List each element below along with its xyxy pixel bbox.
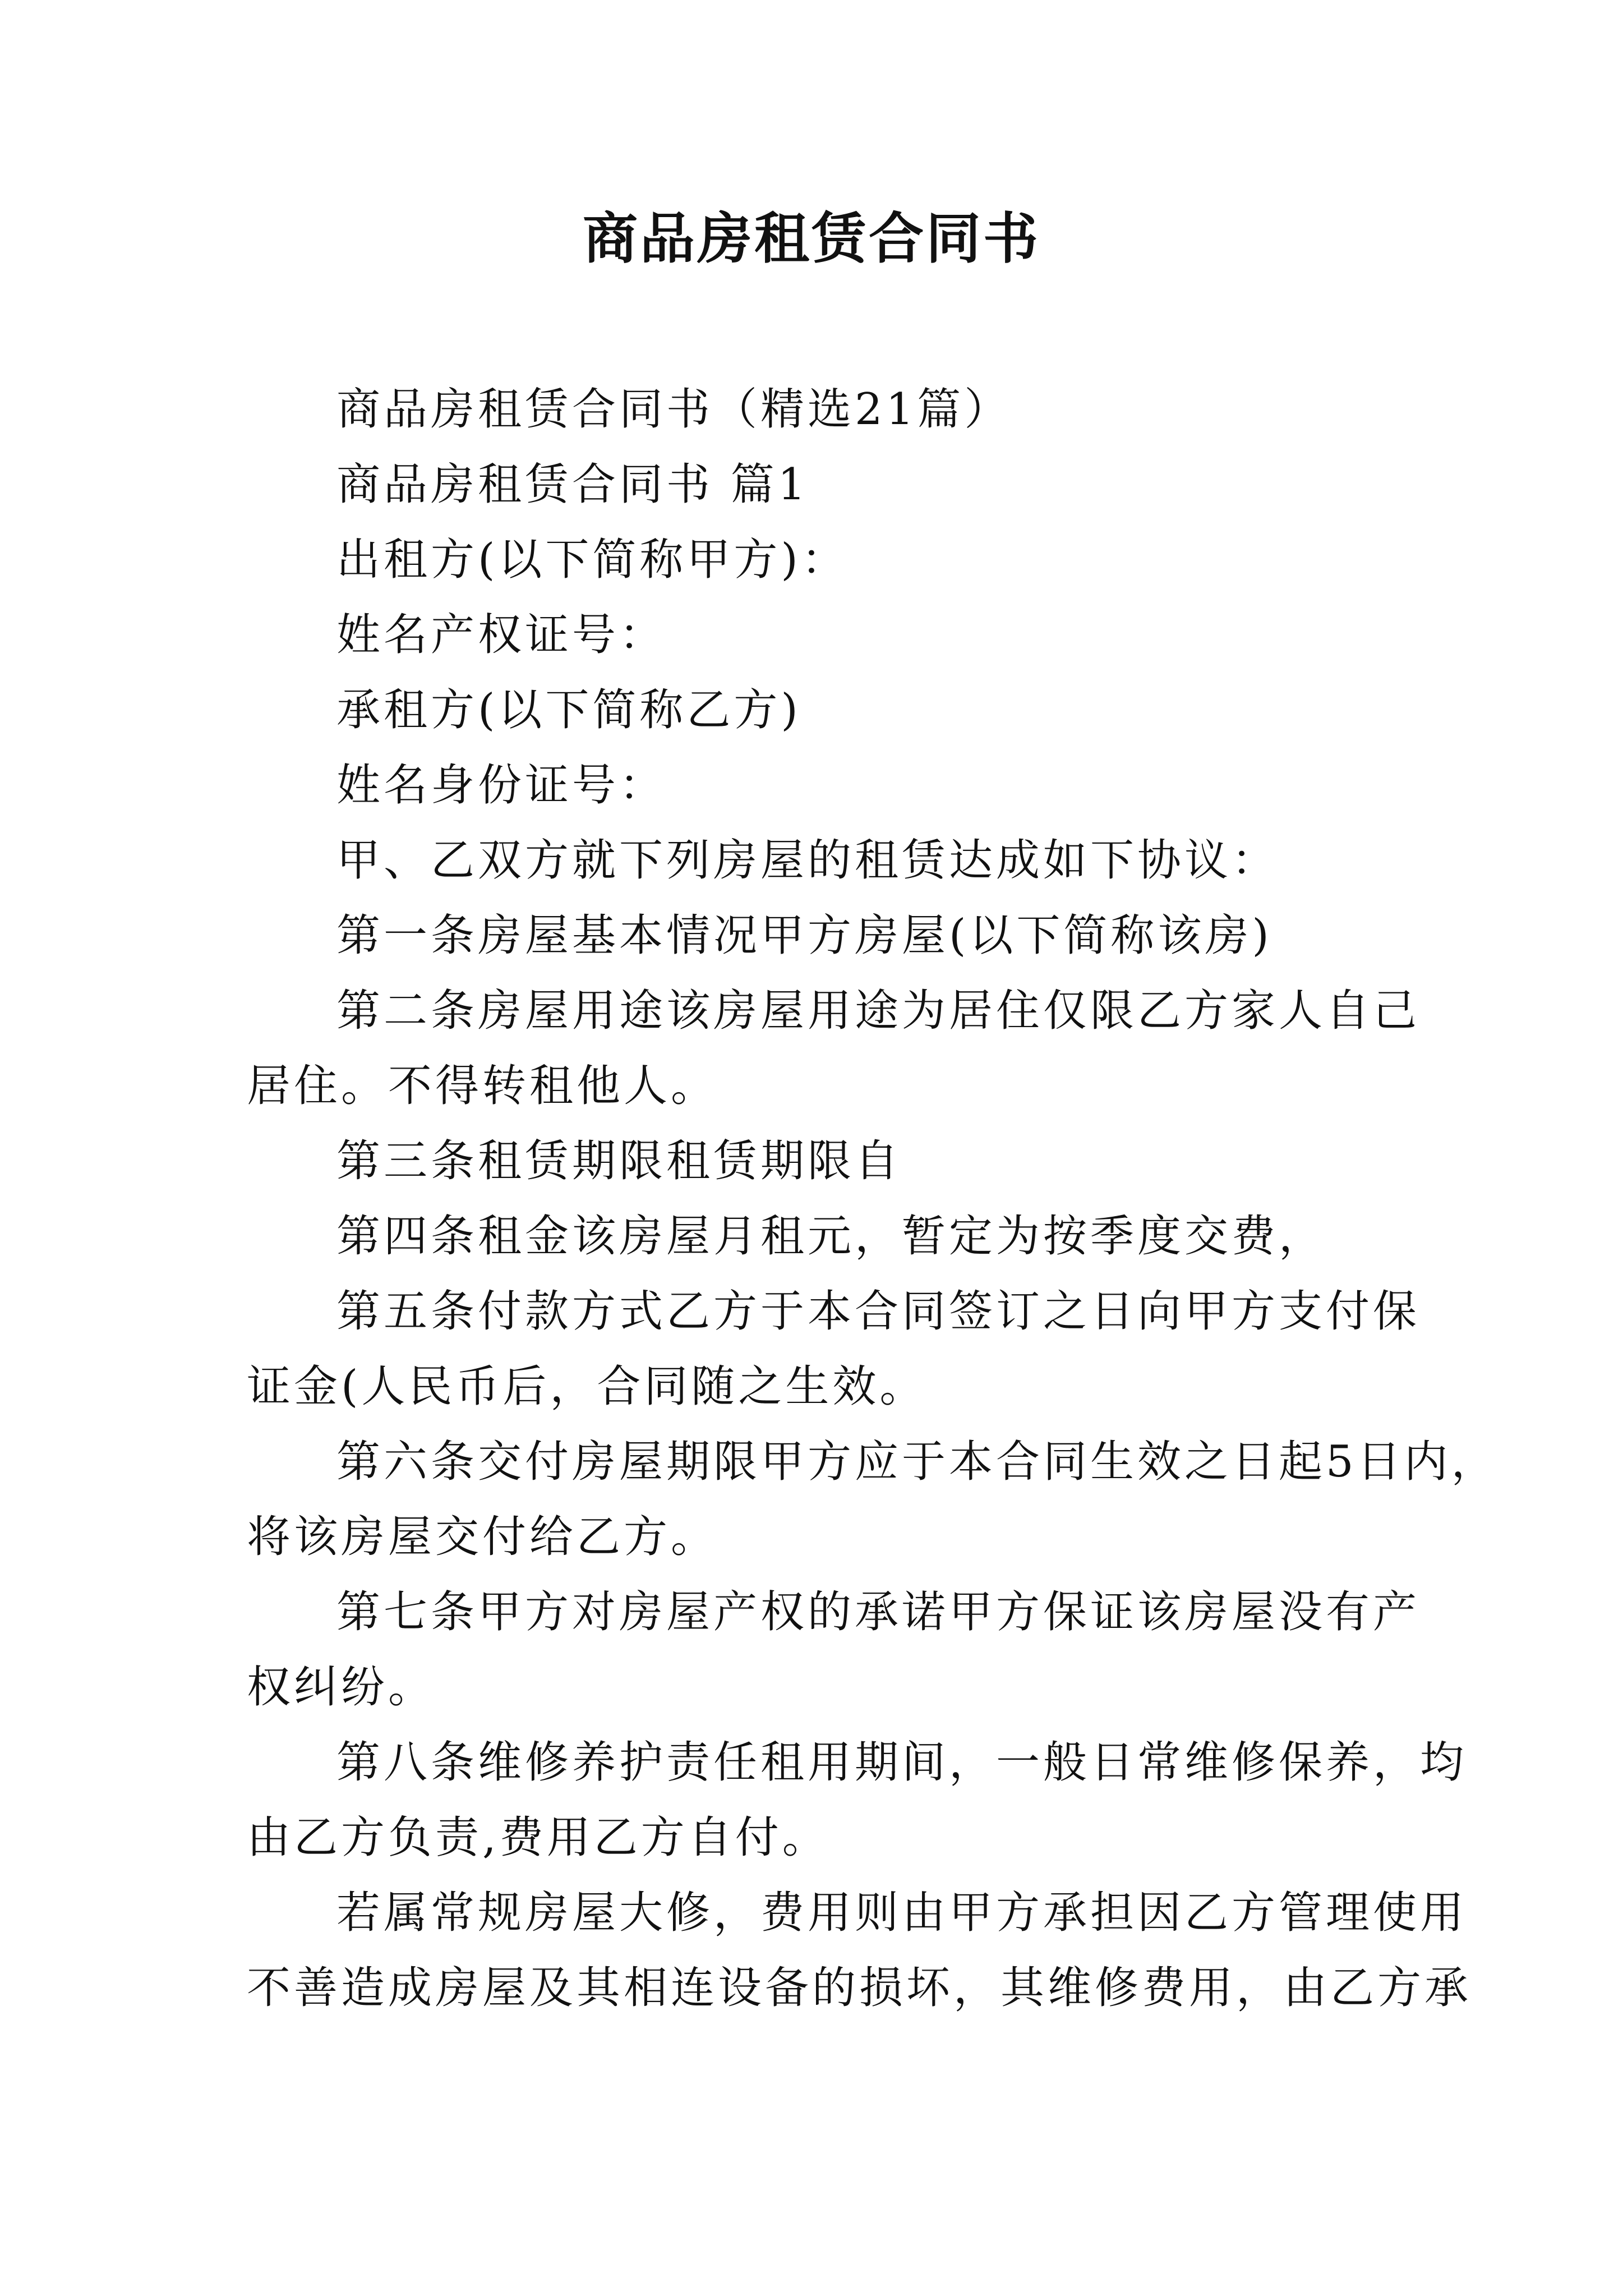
paragraph-line: 第二条房屋用途该房屋用途为居住仅限乙方家人自己 [336,986,1421,1036]
document-title: 商品房租赁合同书 [582,206,1040,271]
paragraph-line: 将该房屋交付给乙方。 [247,1512,718,1562]
paragraph-line: 第六条交付房屋期限甲方应于本合同生效之日起5日内， [336,1437,1498,1487]
paragraph-line: 若属常规房屋大修，费用则由甲方承担因乙方管理使用 [336,1888,1468,1938]
subtitle-line: 商品房租赁合同书（精选21篇） [336,384,1012,435]
paragraph-line: 第八条维修养护责任租用期间，一般日常维修保养，均 [336,1737,1468,1788]
paragraph-line: 第七条甲方对房屋产权的承诺甲方保证该房屋没有产 [336,1587,1421,1637]
paragraph-line: 姓名身份证号： [336,760,667,811]
paragraph-line: 第一条房屋基本情况甲方房屋(以下简称该房) [336,910,1272,961]
paragraph-line: 甲、乙双方就下列房屋的租赁达成如下协议： [336,835,1279,886]
section-heading: 商品房租赁合同书 篇1 [336,459,809,510]
paragraph-line: 居住。不得转租他人。 [247,1061,718,1111]
paragraph-line: 第五条付款方式乙方于本合同签订之日向甲方支付保 [336,1286,1421,1337]
paragraph-line: 权纠纷。 [247,1662,436,1713]
paragraph-line: 承租方(以下简称乙方) [336,685,801,735]
paragraph-line: 第三条租赁期限租赁期限自 [336,1136,902,1186]
paragraph-line: 姓名产权证号： [336,610,667,660]
paragraph-line: 出租方(以下简称甲方)： [336,535,849,585]
paragraph-line: 不善造成房屋及其相连设备的损坏，其维修费用，由乙方承 [247,1963,1472,2013]
paragraph-line: 由乙方负责,费用乙方自付。 [247,1812,829,1863]
paragraph-line: 证金(人民币后，合同随之生效。 [247,1361,927,1412]
paragraph-line: 第四条租金该房屋月租元，暂定为按季度交费， [336,1211,1326,1262]
